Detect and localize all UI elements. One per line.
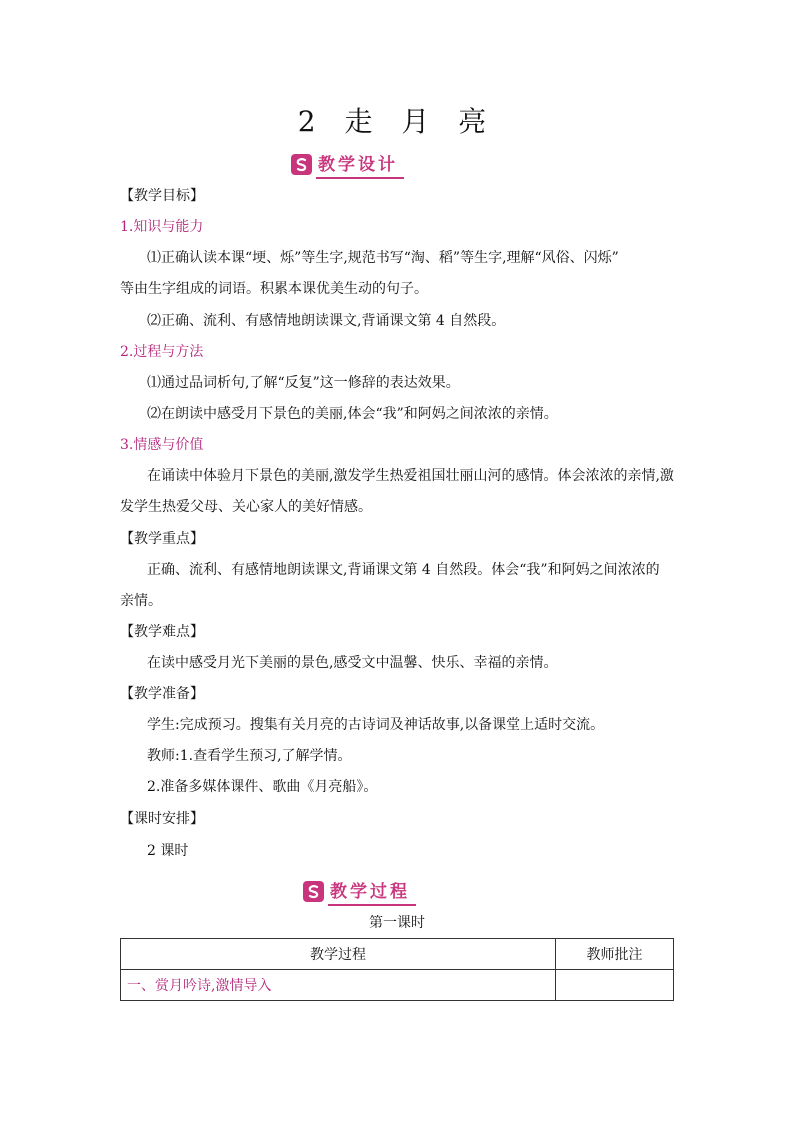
goal2-paragraph2: ⑵在朗读中感受月下景色的美丽,体会“我”和阿妈之间浓浓的亲情。 <box>147 406 558 422</box>
key-points-line1: 正确、流利、有感情地朗读课文,背诵课文第 4 自然段。体会“我”和阿妈之间浓浓的 <box>147 562 660 578</box>
process-banner-label: 教学过程 <box>328 877 416 906</box>
table-cell-process: 一、赏月吟诗,激情导入 <box>121 970 556 1001</box>
design-banner <box>291 150 404 179</box>
table-cell-notes[interactable] <box>556 970 674 1001</box>
lesson-table <box>120 938 674 1001</box>
swirl-icon <box>291 154 312 175</box>
goal1-paragraph1-line1: ⑴正确认读本课“埂、烁”等生字,规范书写“淘、稻”等生字,理解“风俗、闪烁” <box>147 250 619 266</box>
table-header-process: 教学过程 <box>121 939 556 970</box>
preparation-teacher2: 2.准备多媒体课件、歌曲《月亮船》。 <box>147 779 378 795</box>
table-header-notes: 教师批注 <box>556 939 674 970</box>
goal3-heading: 3.情感与价值 <box>120 437 204 453</box>
goal1-paragraph2: ⑵正确、流利、有感情地朗读课文,背诵课文第 4 自然段。 <box>147 313 506 329</box>
goal1-heading: 1.知识与能力 <box>120 219 204 235</box>
design-banner-label: 教学设计 <box>316 150 404 179</box>
difficulty-heading: 【教学难点】 <box>120 624 204 640</box>
key-points-heading: 【教学重点】 <box>120 531 204 547</box>
lesson-label: 第一课时 <box>369 915 425 931</box>
goal3-paragraph-line2: 发学生热爱父母、关心家人的美好情感。 <box>120 499 372 515</box>
table-header-row <box>121 939 674 970</box>
schedule-heading: 【课时安排】 <box>120 811 204 827</box>
schedule-value: 2 课时 <box>147 843 189 859</box>
goal1-paragraph1-line2: 等由生字组成的词语。积累本课优美生动的句子。 <box>120 281 428 297</box>
process-banner <box>303 877 416 906</box>
table-row <box>121 970 674 1001</box>
preparation-teacher1: 教师:1.查看学生预习,了解学情。 <box>147 748 352 764</box>
swirl-icon <box>303 881 324 902</box>
preparation-heading: 【教学准备】 <box>120 686 204 702</box>
difficulty-line1: 在读中感受月光下美丽的景色,感受文中温馨、快乐、幸福的亲情。 <box>147 655 558 671</box>
page-title: 2 走 月 亮 <box>297 105 497 138</box>
goals-heading: 【教学目标】 <box>120 188 204 204</box>
goal3-paragraph-line1: 在诵读中体验月下景色的美丽,激发学生热爱祖国壮丽山河的感情。体会浓浓的亲情,激 <box>147 468 674 484</box>
key-points-line2: 亲情。 <box>120 593 162 609</box>
goal2-paragraph1: ⑴通过品词析句,了解“反复”这一修辞的表达效果。 <box>147 375 460 391</box>
preparation-student: 学生:完成预习。搜集有关月亮的古诗词及神话故事,以备课堂上适时交流。 <box>147 717 605 733</box>
goal2-heading: 2.过程与方法 <box>120 344 204 360</box>
